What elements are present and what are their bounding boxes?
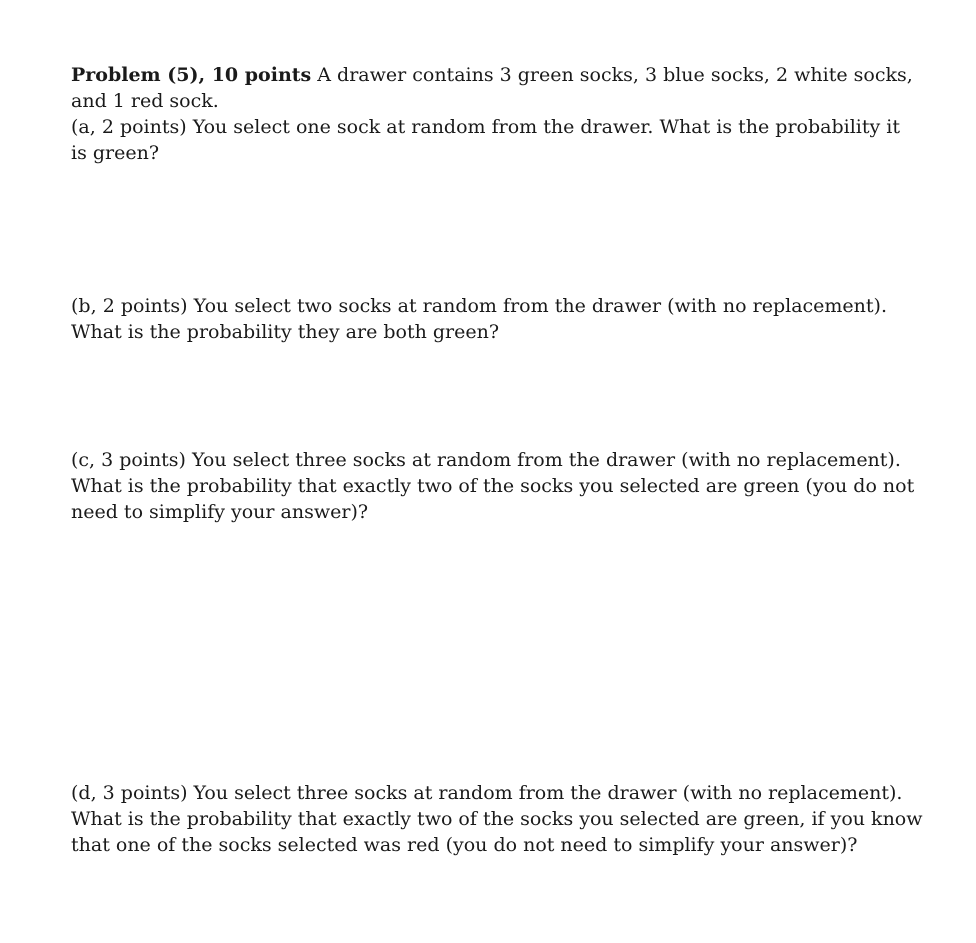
part-b-line-1: (b, 2 points) You select two socks at random from the drawer (with no replacement). <box>71 295 887 317</box>
problem-intro-text: A drawer contains 3 green socks, 3 blue socks, 2 white socks, <box>317 64 913 86</box>
part-a-line-2: is green? <box>71 142 160 164</box>
part-c <box>71 447 915 525</box>
part-d-line-2: What is the probability that exactly two of the socks you selected are green, if you know <box>71 808 923 830</box>
part-c-line-2: What is the probability that exactly two of the socks you selected are green (you do not <box>71 475 915 497</box>
problem-header: Problem (5), 10 points <box>71 64 312 86</box>
part-a-line-1: (a, 2 points) You select one sock at random from the drawer. What is the probability it <box>71 116 900 138</box>
problem-intro <box>71 62 913 166</box>
part-d-line-1: (d, 3 points) You select three socks at random from the drawer (with no replacement). <box>71 782 903 804</box>
part-b-line-2: What is the probability they are both green? <box>71 321 500 343</box>
part-d <box>71 780 923 858</box>
problem-intro-line-1 <box>71 62 913 88</box>
problem-intro-line-2: and 1 red sock. <box>71 90 219 112</box>
part-b <box>71 293 887 345</box>
part-c-line-1: (c, 3 points) You select three socks at random from the drawer (with no replacement). <box>71 449 901 471</box>
part-c-line-3: need to simplify your answer)? <box>71 501 369 523</box>
part-d-line-3: that one of the socks selected was red (you do not need to simplify your answer)? <box>71 834 858 856</box>
